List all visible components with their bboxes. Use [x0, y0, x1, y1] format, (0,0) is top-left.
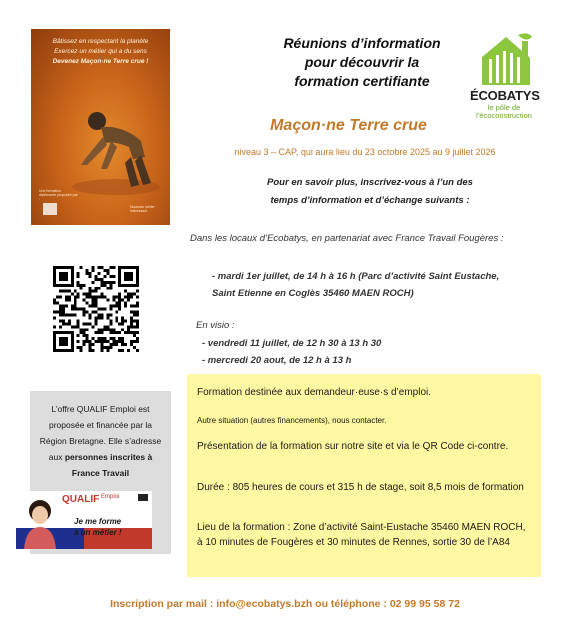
poster-footer-right: Nouveau métier intéressant	[130, 205, 155, 213]
online-intro: En visio :	[196, 320, 235, 331]
qualif-text-bold: personnes inscrites à France Travail	[64, 452, 153, 478]
qualif-brand: QUALIF	[62, 494, 100, 505]
qualif-slogan-line: à un métier !	[74, 528, 122, 537]
poster-logo	[43, 203, 57, 215]
ecobatys-logo	[470, 31, 538, 123]
online-session: - mercredi 20 aout, de 12 h à 13 h	[202, 355, 352, 366]
online-session: - vendredi 11 juillet, de 12 h 30 à 13 h 30	[202, 338, 382, 349]
intro-line: temps d’information et d’échange suivants :	[270, 195, 470, 206]
poster-line: Bâtissez en respectant la planète	[52, 38, 149, 45]
logo-name: ÉCOBATYS	[470, 88, 540, 103]
poster-line: Devenez Maçon·ne Terre crue !	[52, 58, 149, 65]
qualif-slogan-line: Je me forme	[74, 517, 122, 526]
info-audience: Formation destinée aux demandeur·euse·s d’emploi.	[197, 387, 432, 398]
page-title	[262, 34, 462, 91]
in-person-session-address: Saint Etienne en Coglès 35460 MAEN ROCH)	[212, 288, 414, 299]
logo-tagline-line: le pôle de	[487, 103, 521, 112]
poster-footer-left: Une formation diplômante proposée par :	[39, 189, 78, 201]
title-line: pour découvrir la	[304, 54, 420, 70]
qualif-slogan	[74, 516, 122, 538]
info-location: Lieu de la formation : Zone d’activité Saint-Eustache 35460 MAEN ROCH, à 10 minutes de Fougères et 30 minutes de Rennes, sortie 30 de l’A84	[197, 522, 526, 548]
intro-text	[230, 174, 510, 210]
formation-name: Maçon·ne Terre crue	[270, 117, 427, 134]
qualif-text	[36, 401, 165, 481]
poster-line: Exercez un métier qui a du sens	[54, 48, 147, 55]
house-leaf-icon	[478, 31, 534, 87]
qr-code[interactable]	[53, 266, 139, 352]
mason-illustration	[71, 107, 161, 197]
title-line: Réunions d’information	[283, 35, 441, 51]
info-other-situation: Autre situation (autres financements), nous contacter.	[197, 416, 387, 425]
formation-poster	[31, 29, 170, 225]
logo-tagline-line: l’écoconstruction	[476, 111, 532, 120]
qualif-brand-suffix: Emploi	[101, 494, 120, 500]
qualif-text-regular: L’offre QUALIF Emploi est proposée et financée par la Région Bretagne. Elle s’adresse aux	[39, 404, 162, 462]
contact-line[interactable]: Inscription par mail : info@ecobatys.bzh ou téléphone : 02 99 95 58 72	[110, 598, 460, 610]
poster-tagline	[35, 37, 166, 67]
title-line: formation certifiante	[294, 73, 430, 89]
in-person-intro: Dans les locaux d’Ecobatys, en partenariat avec France Travail Fougères :	[190, 233, 504, 244]
info-duration: Durée : 805 heures de cours et 315 h de stage, soit 8,5 mois de formation	[197, 482, 524, 493]
info-presentation: Présentation de la formation sur notre site et via le QR Code ci-contre.	[197, 441, 509, 452]
formation-level: niveau 3 – CAP, qui aura lieu du 23 octobre 2025 au 9 juillet 2026	[234, 147, 496, 157]
in-person-session: - mardi 1er juillet, de 14 h à 16 h (Parc d’activité Saint Eustache,	[212, 271, 500, 282]
intro-line: Pour en savoir plus, inscrivez-vous à l’un des	[267, 177, 473, 188]
